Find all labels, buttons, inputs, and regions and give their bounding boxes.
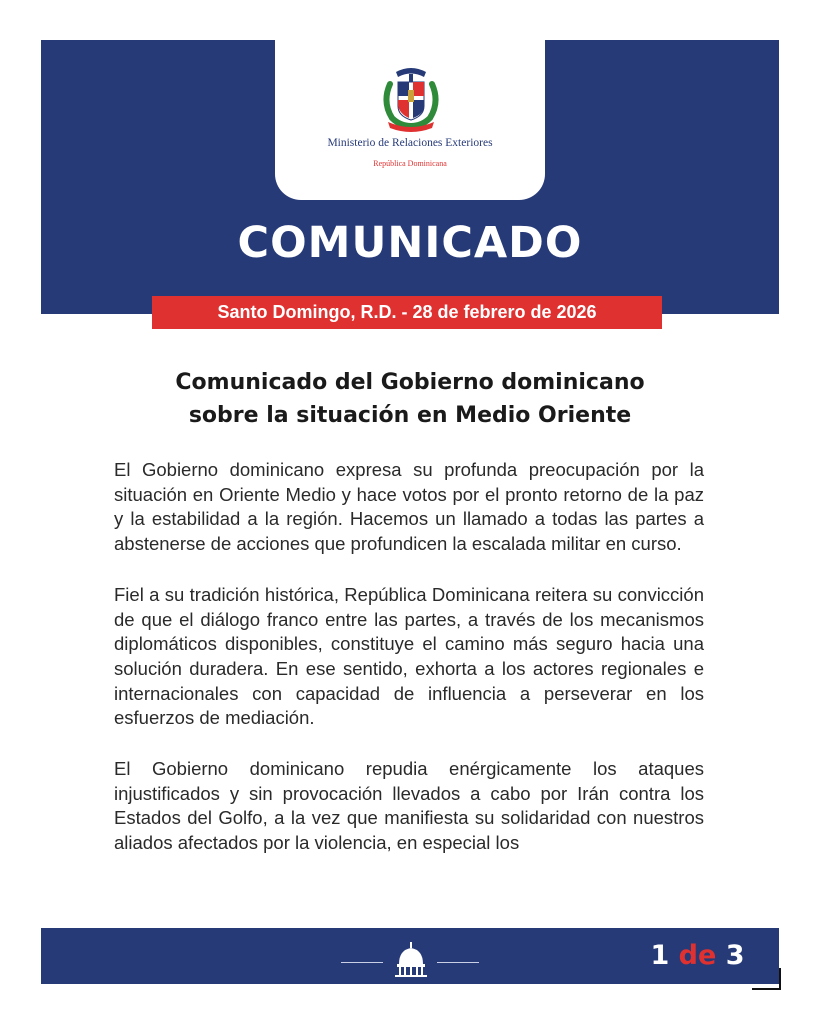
footer-band [41,928,779,984]
document-heading-line-1: Comunicado del Gobierno dominicano [175,370,645,395]
ministry-logo-card [275,40,545,200]
document-heading-line-2: sobre la situación en Medio Oriente [188,403,632,428]
footer-divider-right [437,962,479,963]
page-of: de [678,940,717,971]
page-current: 1 [650,940,670,971]
page-total: 3 [725,940,745,971]
document-heading [100,366,720,432]
date-banner: Santo Domingo, R.D. - 28 de febrero de 2026 [152,296,662,329]
national-palace-dome-icon [391,940,431,980]
footer-divider-left [341,962,383,963]
body-paragraph-1: El Gobierno dominicano expresa su profunda preocupación por la situación en Oriente Medio y hace votos por el pronto retorno de la paz y la estabilidad a la región. Hacemos un llamado a todas las partes a abstenerse de acciones que profundicen la escalada militar en curso. [114,459,704,555]
body-paragraph-3: El Gobierno dominicano repudia enérgicamente los ataques injustificados y sin provocación llevados a cabo por Irán contra los Estados del Golfo, a la vez que manifiesta su solidaridad con nuestros aliados afectados por la violencia, en especial los [114,758,704,854]
ministry-name: Ministerio de Relaciones Exteriores [327,137,493,149]
document-body [114,458,704,882]
ministry-country: República Dominicana [373,159,447,168]
page-title: COMUNICADO [237,218,583,268]
page-indicator [625,939,770,973]
coat-of-arms-icon [380,62,442,132]
corner-crop-mark [752,968,781,990]
body-paragraph-2: Fiel a su tradición histórica, República Dominicana reitera su convicción de que el diálogo franco entre las partes, a través de los mecanismos diplomáticos disponibles, constituye el camino más seguro hacia una solución duradera. En ese sentido, exhorta a los actores regionales e internacionales con capacidad de influencia a perseverar en los esfuerzos de mediación. [114,583,704,729]
